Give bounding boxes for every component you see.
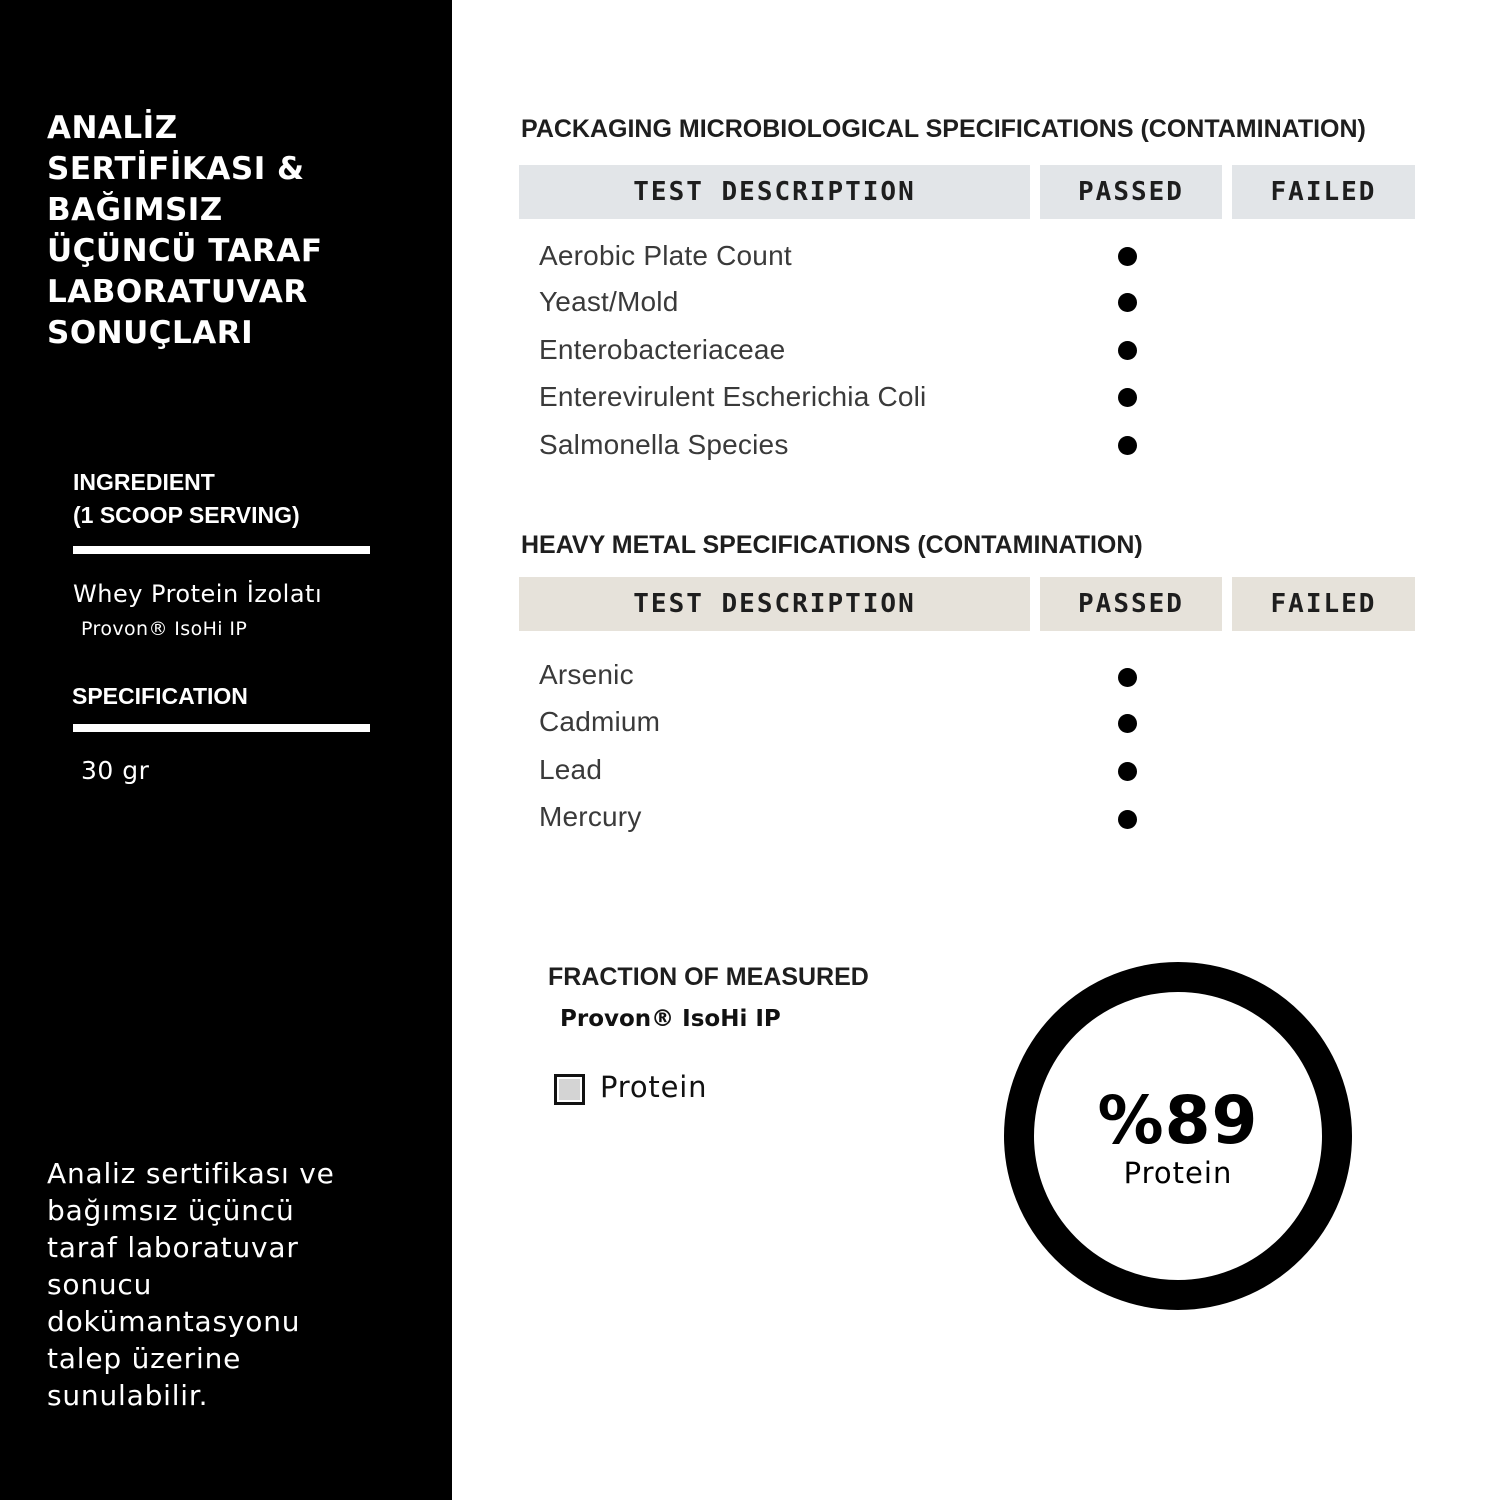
- test-name: Yeast/Mold: [539, 286, 679, 317]
- column-header-passed: PASSED: [1040, 165, 1222, 219]
- test-name: Enterevirulent Escherichia Coli: [539, 381, 927, 412]
- ingredient-label: INGREDIENT (1 SCOOP SERVING): [73, 469, 300, 528]
- passed-marker: [1118, 810, 1137, 829]
- ingredient-brand: Provon® IsoHi IP: [81, 618, 248, 640]
- table-row: [539, 750, 1419, 790]
- page-title: ANALİZ SERTİFİKASI & BAĞIMSIZ ÜÇÜNCÜ TARAF LABORATUVAR SONUÇLARI: [47, 110, 323, 351]
- test-name: Salmonella Species: [539, 429, 789, 460]
- protein-percentage: %89: [1097, 1082, 1259, 1159]
- table-row: [539, 282, 1419, 322]
- column-header-failed: FAILED: [1232, 165, 1415, 219]
- legend-swatch: [554, 1074, 585, 1105]
- column-header-description: TEST DESCRIPTION: [519, 165, 1030, 219]
- table-row: [539, 377, 1419, 417]
- column-header-failed: FAILED: [1232, 577, 1415, 631]
- legend-label: Protein: [600, 1070, 708, 1104]
- sidebar: [0, 0, 452, 1500]
- fraction-subtitle: Provon® IsoHi IP: [560, 1006, 781, 1032]
- divider: [73, 724, 370, 732]
- passed-marker: [1118, 341, 1137, 360]
- micro-section-title: PACKAGING MICROBIOLOGICAL SPECIFICATIONS (CONTAMINATION): [521, 115, 1366, 143]
- table-row: [539, 655, 1419, 695]
- test-name: Aerobic Plate Count: [539, 240, 792, 271]
- passed-marker: [1118, 247, 1137, 266]
- column-header-description: TEST DESCRIPTION: [519, 577, 1030, 631]
- passed-marker: [1118, 668, 1137, 687]
- passed-marker: [1118, 388, 1137, 407]
- table-row: [539, 797, 1419, 837]
- specification-label: SPECIFICATION: [72, 683, 248, 709]
- protein-label: Protein: [1123, 1156, 1233, 1190]
- table-row: [539, 330, 1419, 370]
- fraction-title: FRACTION OF MEASURED: [548, 963, 869, 991]
- passed-marker: [1118, 293, 1137, 312]
- column-header-passed: PASSED: [1040, 577, 1222, 631]
- divider: [73, 546, 370, 554]
- passed-marker: [1118, 714, 1137, 733]
- availability-note: Analiz sertifikası ve bağımsız üçüncü taraf laboratuvar sonucu dokümantasyonu talep üzerine sunulabilir.: [47, 1157, 335, 1412]
- ingredient-name: Whey Protein İzolatı: [73, 580, 323, 608]
- test-name: Enterobacteriaceae: [539, 334, 786, 365]
- test-name: Arsenic: [539, 659, 634, 690]
- table-row: [539, 425, 1419, 465]
- test-name: Mercury: [539, 801, 642, 832]
- test-name: Lead: [539, 754, 603, 785]
- table-row: [539, 702, 1419, 742]
- passed-marker: [1118, 762, 1137, 781]
- passed-marker: [1118, 436, 1137, 455]
- specification-value: 30 gr: [81, 756, 150, 785]
- metals-section-title: HEAVY METAL SPECIFICATIONS (CONTAMINATION): [521, 531, 1143, 559]
- table-row: [539, 236, 1419, 276]
- test-name: Cadmium: [539, 706, 661, 737]
